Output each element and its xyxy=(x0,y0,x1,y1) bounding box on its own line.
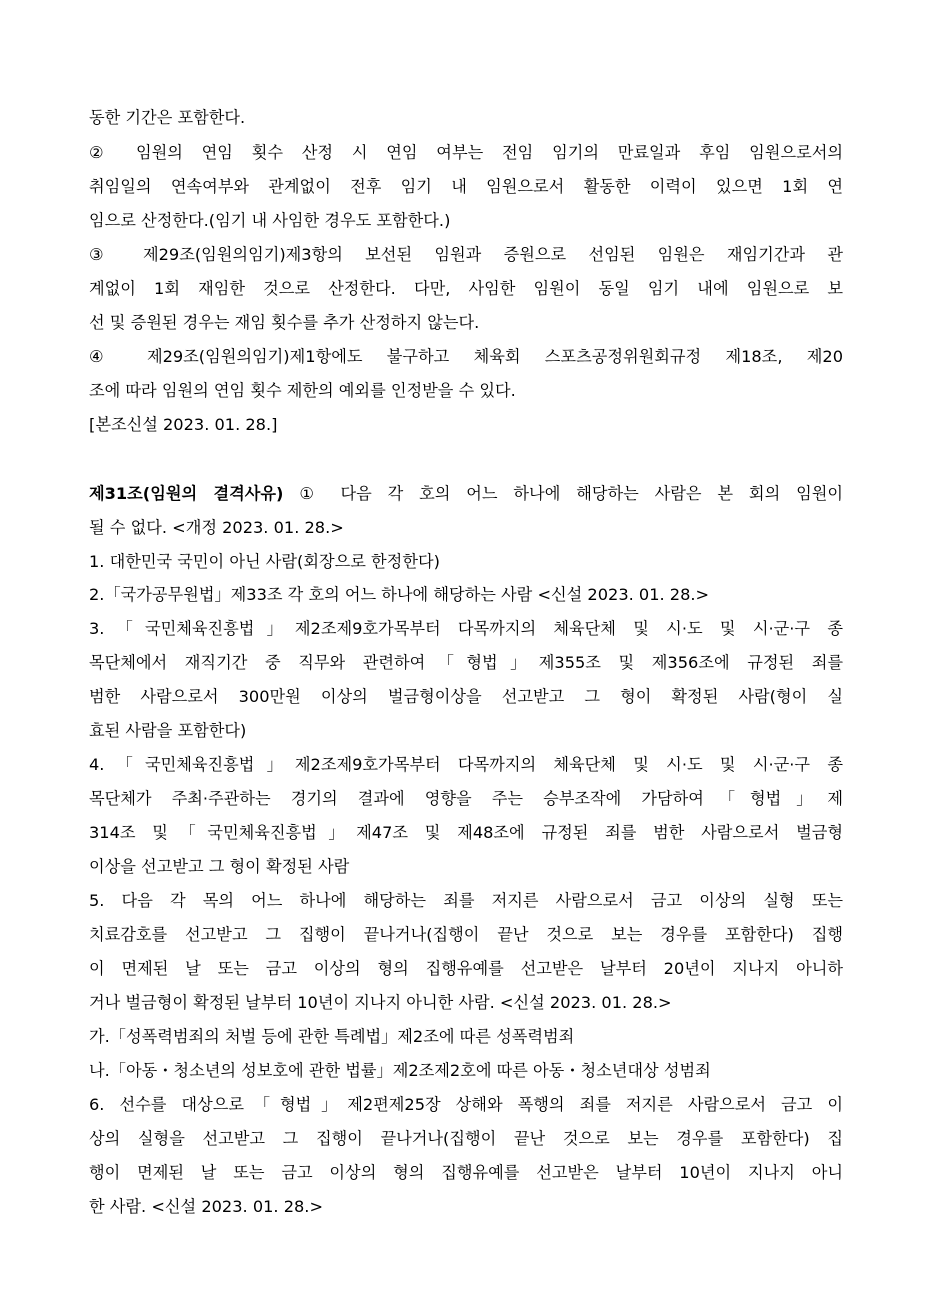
article31-item5-line1: 5. 다음 각 목의 어느 하나에 해당하는 죄를 저지른 사람으로서 금고 이상의 실형 또는 xyxy=(89,891,843,910)
article31-item2: 2.「국가공무원법」제33조 각 호의 어느 하나에 해당하는 사람 <신설 2023. 01. 28.> xyxy=(89,585,710,604)
article31-item3-line2: 목단체에서 재직기간 중 직무와 관련하여「형법」제355조 및 제356조에 규정된 죄를 xyxy=(89,653,843,672)
article30-item4-line1: ④ 제29조(임원의임기)제1항에도 불구하고 체육회 스포츠공정위원회규정 제18조, 제20 xyxy=(89,347,843,366)
article31-item1: 1. 대한민국 국민이 아닌 사람(회장으로 한정한다) xyxy=(89,552,440,571)
article30-item3-line2: 계없이 1회 재임한 것으로 산정한다. 다만, 사임한 임원이 동일 임기 내에 임원으로 보 xyxy=(89,279,843,298)
article31-intro-line2: 될 수 없다. <개정 2023. 01. 28.> xyxy=(89,518,344,537)
article31-item4-line2: 목단체가 주최·주관하는 경기의 결과에 영향을 주는 승부조작에 가담하여「형법」제 xyxy=(89,789,843,808)
article31-item5-line3: 이 면제된 날 또는 금고 이상의 형의 집행유예를 선고받은 날부터 20년이 지나지 아니하 xyxy=(89,959,843,978)
article30-item2-line2: 취임일의 연속여부와 관계없이 전후 임기 내 임원으로서 활동한 이력이 있으면 1회 연 xyxy=(89,177,843,196)
article31-intro-line1 xyxy=(89,480,843,508)
article31-heading: 제31조(임원의 결격사유) xyxy=(89,484,284,503)
article31-item3-line1: 3.「국민체육진흥법」제2조제9호가목부터 다목까지의 체육단체 및 시·도 및 시·군·구 종 xyxy=(89,619,843,638)
article31-item3-line3: 범한 사람으로서 300만원 이상의 벌금형이상을 선고받고 그 형이 확정된 사람(형이 실 xyxy=(89,687,843,706)
article31-item4-line1: 4.「국민체육진흥법」제2조제9호가목부터 다목까지의 체육단체 및 시·도 및 시·군·구 종 xyxy=(89,755,843,774)
article31-item5-sub-na: 나.「아동・청소년의 성보호에 관한 법률」제2조제2호에 따른 아동・청소년대상 성범죄 xyxy=(89,1061,711,1080)
new-clause-note: [본조신설 2023. 01. 28.] xyxy=(89,415,278,434)
article31-item5-line4: 거나 벌금형이 확정된 날부터 10년이 지나지 아니한 사람. <신설 2023. 01. 28.> xyxy=(89,993,672,1012)
article30-item3-line3: 선 및 증원된 경우는 재임 횟수를 추가 산정하지 않는다. xyxy=(89,313,480,332)
article31-item5-line2: 치료감호를 선고받고 그 집행이 끝나거나(집행이 끝난 것으로 보는 경우를 포함한다) 집행 xyxy=(89,925,843,944)
article31-item3-line4: 효된 사람을 포함한다) xyxy=(89,721,247,740)
article31-item6-line2: 상의 실형을 선고받고 그 집행이 끝나거나(집행이 끝난 것으로 보는 경우를 포함한다) 집 xyxy=(89,1129,843,1148)
article30-continuation-line: 동한 기간은 포함한다. xyxy=(89,108,246,127)
article30-item4-line2: 조에 따라 임원의 연임 횟수 제한의 예외를 인정받을 수 있다. xyxy=(89,381,516,400)
article31-item4-line3: 314조 및「국민체육진흥법」제47조 및 제48조에 규정된 죄를 범한 사람으로서 벌금형 xyxy=(89,823,843,842)
article30-item2-line3: 임으로 산정한다.(임기 내 사임한 경우도 포함한다.) xyxy=(89,211,451,230)
article31-item6-line3: 행이 면제된 날 또는 금고 이상의 형의 집행유예를 선고받은 날부터 10년이 지나지 아니 xyxy=(89,1163,843,1182)
article31-item5-sub-ga: 가.「성폭력범죄의 처벌 등에 관한 특례법」제2조에 따른 성폭력범죄 xyxy=(89,1027,575,1046)
article30-item3-line1: ③ 제29조(임원의임기)제3항의 보선된 임원과 증원으로 선임된 임원은 재임기간과 관 xyxy=(89,245,843,264)
article30-item2-line1: ② 임원의 연임 횟수 산정 시 연임 여부는 전임 임기의 만료일과 후임 임원으로서의 xyxy=(89,143,843,162)
article31-intro-rest: ① 다음 각 호의 어느 하나에 해당하는 사람은 본 회의 임원이 xyxy=(283,484,844,503)
article31-item6-line4: 한 사람. <신설 2023. 01. 28.> xyxy=(89,1197,324,1216)
article31-item4-line4: 이상을 선고받고 그 형이 확정된 사람 xyxy=(89,857,350,876)
article31-item6-line1: 6. 선수를 대상으로「형법」제2편제25장 상해와 폭행의 죄를 저지른 사람으로서 금고 이 xyxy=(89,1095,843,1114)
